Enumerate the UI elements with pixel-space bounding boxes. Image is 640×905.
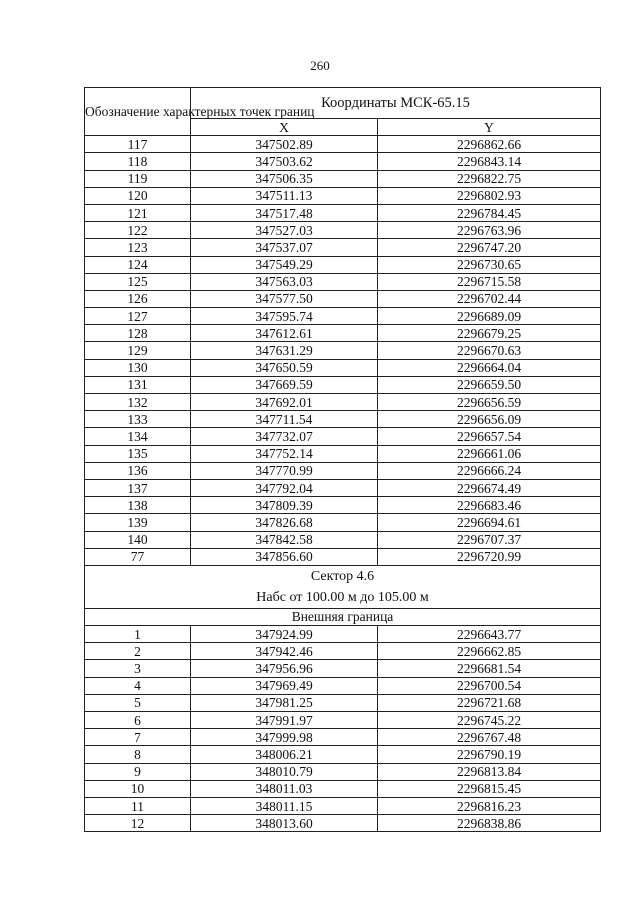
x-coordinate-cell: 347856.60	[191, 548, 378, 565]
point-id-cell: 127	[85, 308, 191, 325]
x-coordinate-cell: 347969.49	[191, 677, 378, 694]
x-coordinate-cell: 347842.58	[191, 531, 378, 548]
y-coordinate-cell: 2296730.65	[378, 256, 601, 273]
table-row	[85, 548, 601, 565]
point-id-cell: 3	[85, 660, 191, 677]
y-coordinate-cell: 2296700.54	[378, 677, 601, 694]
point-id-cell: 128	[85, 325, 191, 342]
table-row	[85, 411, 601, 428]
point-id-cell: 119	[85, 170, 191, 187]
x-coordinate-cell: 347981.25	[191, 694, 378, 711]
table-row	[85, 222, 601, 239]
x-coordinate-cell: 347809.39	[191, 497, 378, 514]
x-coordinate-cell: 347826.68	[191, 514, 378, 531]
coordinate-system-header: Координаты МСК-65.15	[191, 88, 601, 119]
table-row	[85, 273, 601, 290]
boundary-row	[85, 608, 601, 625]
x-coordinate-cell: 347506.35	[191, 170, 378, 187]
x-coordinate-cell: 347502.89	[191, 136, 378, 153]
y-coordinate-cell: 2296715.58	[378, 273, 601, 290]
table-row	[85, 729, 601, 746]
y-coordinate-cell: 2296838.86	[378, 815, 601, 832]
x-coordinate-cell: 347752.14	[191, 445, 378, 462]
x-coordinate-cell: 347527.03	[191, 222, 378, 239]
y-coordinate-cell: 2296662.85	[378, 643, 601, 660]
table-row	[85, 815, 601, 832]
page-number: 260	[310, 58, 330, 73]
x-coordinate-cell: 347517.48	[191, 204, 378, 221]
table-row	[85, 325, 601, 342]
point-id-cell: 120	[85, 187, 191, 204]
point-id-cell: 121	[85, 204, 191, 221]
point-id-cell: 123	[85, 239, 191, 256]
y-coordinate-cell: 2296790.19	[378, 746, 601, 763]
x-coordinate-cell: 347511.13	[191, 187, 378, 204]
table-row	[85, 136, 601, 153]
table-row	[85, 239, 601, 256]
x-coordinate-cell: 347631.29	[191, 342, 378, 359]
x-coordinate-cell: 348013.60	[191, 815, 378, 832]
table-header-row	[85, 88, 601, 119]
point-id-cell: 2	[85, 643, 191, 660]
table-row	[85, 712, 601, 729]
point-id-cell: 118	[85, 153, 191, 170]
y-coordinate-cell: 2296843.14	[378, 153, 601, 170]
y-coordinate-cell: 2296657.54	[378, 428, 601, 445]
x-coordinate-cell: 347537.07	[191, 239, 378, 256]
table-row	[85, 531, 601, 548]
y-coordinate-cell: 2296702.44	[378, 290, 601, 307]
y-coordinate-cell: 2296679.25	[378, 325, 601, 342]
point-id-cell: 125	[85, 273, 191, 290]
x-coordinate-cell: 347577.50	[191, 290, 378, 307]
y-coordinate-cell: 2296721.68	[378, 694, 601, 711]
sector-height-range-row	[85, 587, 601, 609]
point-id-cell: 138	[85, 497, 191, 514]
table-row	[85, 359, 601, 376]
point-id-cell: 124	[85, 256, 191, 273]
point-id-cell: 77	[85, 548, 191, 565]
x-coordinate-cell: 347650.59	[191, 359, 378, 376]
y-coordinate-cell: 2296689.09	[378, 308, 601, 325]
x-coordinate-cell: 347612.61	[191, 325, 378, 342]
y-coordinate-cell: 2296802.93	[378, 187, 601, 204]
y-coordinate-cell: 2296643.77	[378, 626, 601, 643]
point-id-cell: 122	[85, 222, 191, 239]
y-coordinate-cell: 2296745.22	[378, 712, 601, 729]
point-id-cell: 137	[85, 479, 191, 496]
table-row	[85, 694, 601, 711]
x-coordinate-cell: 347692.01	[191, 394, 378, 411]
y-coordinate-cell: 2296816.23	[378, 797, 601, 814]
point-id-cell: 4	[85, 677, 191, 694]
y-coordinate-cell: 2296862.66	[378, 136, 601, 153]
x-coordinate-cell: 348011.15	[191, 797, 378, 814]
y-coordinate-cell: 2296659.50	[378, 376, 601, 393]
y-coordinate-cell: 2296813.84	[378, 763, 601, 780]
y-coordinate-cell: 2296681.54	[378, 660, 601, 677]
point-id-cell: 134	[85, 428, 191, 445]
point-id-cell: 5	[85, 694, 191, 711]
point-id-cell: 126	[85, 290, 191, 307]
x-coordinate-cell: 347956.96	[191, 660, 378, 677]
x-coordinate-cell: 347563.03	[191, 273, 378, 290]
sector-title: Сектор 4.6	[85, 565, 601, 587]
table-row	[85, 479, 601, 496]
boundary-label: Внешняя граница	[85, 608, 601, 625]
point-id-cell: 1	[85, 626, 191, 643]
x-coordinate-cell: 347792.04	[191, 479, 378, 496]
coordinates-table	[84, 87, 601, 832]
table-row	[85, 626, 601, 643]
point-id-cell: 132	[85, 394, 191, 411]
x-coordinate-cell: 347732.07	[191, 428, 378, 445]
y-coordinate-cell: 2296822.75	[378, 170, 601, 187]
x-coordinate-cell: 348010.79	[191, 763, 378, 780]
table-row	[85, 497, 601, 514]
point-id-cell: 135	[85, 445, 191, 462]
table-row	[85, 170, 601, 187]
point-id-cell: 136	[85, 462, 191, 479]
table-row	[85, 376, 601, 393]
sector-height-range: Набс от 100.00 м до 105.00 м	[85, 587, 601, 609]
point-id-cell: 133	[85, 411, 191, 428]
point-id-cell: 140	[85, 531, 191, 548]
y-coordinate-cell: 2296767.48	[378, 729, 601, 746]
y-coordinate-cell: 2296664.04	[378, 359, 601, 376]
y-coordinate-cell: 2296683.46	[378, 497, 601, 514]
point-id-cell: 8	[85, 746, 191, 763]
table-row	[85, 308, 601, 325]
y-coordinate-cell: 2296674.49	[378, 479, 601, 496]
y-coordinate-cell: 2296747.20	[378, 239, 601, 256]
y-coordinate-cell: 2296656.09	[378, 411, 601, 428]
table-row	[85, 746, 601, 763]
x-coordinate-cell: 347991.97	[191, 712, 378, 729]
x-coordinate-cell: 347595.74	[191, 308, 378, 325]
table-row	[85, 763, 601, 780]
x-coordinate-cell: 348011.03	[191, 780, 378, 797]
point-id-cell: 7	[85, 729, 191, 746]
x-column-header: X	[191, 119, 378, 136]
y-coordinate-cell: 2296656.59	[378, 394, 601, 411]
table-row	[85, 187, 601, 204]
point-id-cell: 130	[85, 359, 191, 376]
sector-title-row	[85, 565, 601, 587]
point-id-cell: 131	[85, 376, 191, 393]
x-coordinate-cell: 347669.59	[191, 376, 378, 393]
point-id-cell: 139	[85, 514, 191, 531]
table-row	[85, 780, 601, 797]
y-coordinate-cell: 2296670.63	[378, 342, 601, 359]
y-coordinate-cell: 2296784.45	[378, 204, 601, 221]
point-id-cell: 6	[85, 712, 191, 729]
y-coordinate-cell: 2296661.06	[378, 445, 601, 462]
point-id-cell: 10	[85, 780, 191, 797]
y-coordinate-cell: 2296666.24	[378, 462, 601, 479]
x-coordinate-cell: 347503.62	[191, 153, 378, 170]
table-row	[85, 660, 601, 677]
point-id-cell: 117	[85, 136, 191, 153]
y-coordinate-cell: 2296815.45	[378, 780, 601, 797]
y-column-header: Y	[378, 119, 601, 136]
table-row	[85, 462, 601, 479]
y-coordinate-cell: 2296763.96	[378, 222, 601, 239]
table-row	[85, 204, 601, 221]
table-row	[85, 677, 601, 694]
x-coordinate-cell: 347711.54	[191, 411, 378, 428]
table-row	[85, 514, 601, 531]
x-coordinate-cell: 347942.46	[191, 643, 378, 660]
x-coordinate-cell: 347770.99	[191, 462, 378, 479]
y-coordinate-cell: 2296720.99	[378, 548, 601, 565]
table-row	[85, 153, 601, 170]
table-row	[85, 342, 601, 359]
point-designation-header: Обозначение характерных точек границ	[85, 88, 191, 136]
point-id-cell: 129	[85, 342, 191, 359]
y-coordinate-cell: 2296707.37	[378, 531, 601, 548]
table-row	[85, 445, 601, 462]
table-row	[85, 643, 601, 660]
table-row	[85, 290, 601, 307]
table-row	[85, 256, 601, 273]
x-coordinate-cell: 347999.98	[191, 729, 378, 746]
table-row	[85, 394, 601, 411]
x-coordinate-cell: 348006.21	[191, 746, 378, 763]
table-row	[85, 428, 601, 445]
x-coordinate-cell: 347924.99	[191, 626, 378, 643]
table-row	[85, 797, 601, 814]
x-coordinate-cell: 347549.29	[191, 256, 378, 273]
point-id-cell: 11	[85, 797, 191, 814]
y-coordinate-cell: 2296694.61	[378, 514, 601, 531]
point-id-cell: 9	[85, 763, 191, 780]
point-id-cell: 12	[85, 815, 191, 832]
